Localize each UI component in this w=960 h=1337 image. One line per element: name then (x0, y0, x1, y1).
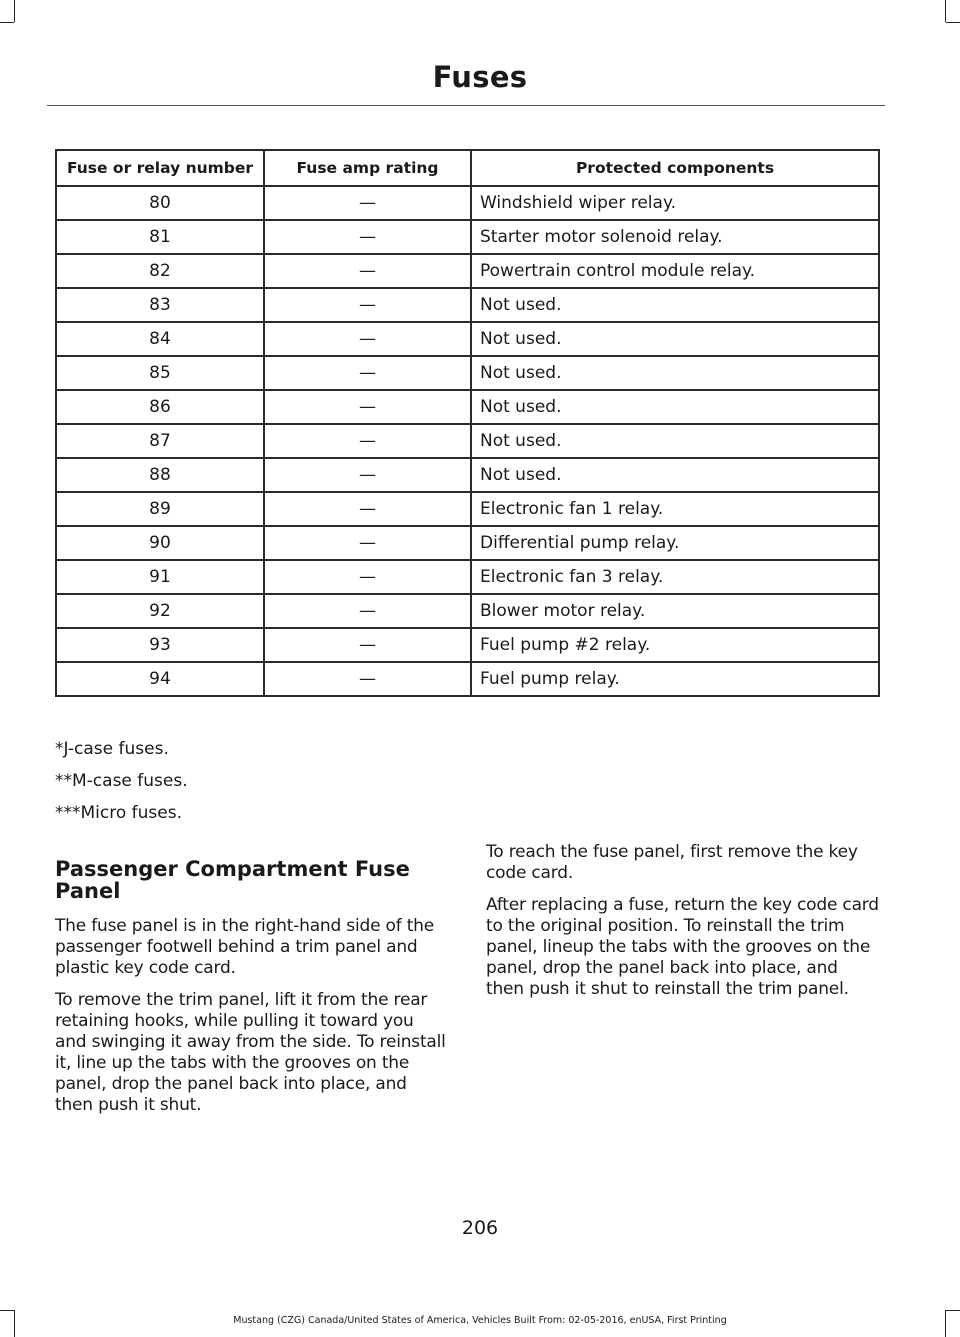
body-paragraph: To reach the fuse panel, first remove the key code card. (486, 842, 858, 883)
amp-rating-cell: — (264, 458, 471, 492)
table-footnotes (55, 738, 188, 834)
table-row (56, 492, 879, 526)
amp-rating-cell: — (264, 628, 471, 662)
table-header-row (56, 150, 879, 186)
page-footer: Mustang (CZG) Canada/United States of America, Vehicles Built From: 02-05-2016, enUSA, First Printing (233, 1315, 727, 1326)
section-heading: Passenger Compartment Fuse Panel (55, 857, 410, 903)
amp-rating-cell: — (264, 322, 471, 356)
protected-component-cell: Fuel pump relay. (471, 662, 879, 696)
fuse-number-cell: 93 (56, 628, 264, 662)
crop-mark (14, 0, 15, 22)
protected-component-cell: Blower motor relay. (471, 594, 879, 628)
fuse-number-cell: 81 (56, 220, 264, 254)
protected-component-cell: Differential pump relay. (471, 526, 879, 560)
table-row (56, 254, 879, 288)
protected-component-cell: Electronic fan 1 relay. (471, 492, 879, 526)
amp-rating-cell: — (264, 356, 471, 390)
crop-mark (0, 22, 14, 23)
fuse-number-cell: 80 (56, 186, 264, 220)
amp-rating-cell: — (264, 560, 471, 594)
amp-rating-cell: — (264, 186, 471, 220)
fuse-number-cell: 91 (56, 560, 264, 594)
table-row (56, 390, 879, 424)
fuse-number-cell: 82 (56, 254, 264, 288)
table-row (56, 662, 879, 696)
amp-rating-cell: — (264, 254, 471, 288)
amp-rating-cell: — (264, 594, 471, 628)
footnote-j-case: *J-case fuses. (55, 739, 169, 759)
protected-component-cell: Not used. (471, 288, 879, 322)
protected-component-cell: Not used. (471, 356, 879, 390)
amp-rating-cell: — (264, 220, 471, 254)
fuse-number-cell: 86 (56, 390, 264, 424)
amp-rating-cell: — (264, 390, 471, 424)
footnote-micro: ***Micro fuses. (55, 803, 182, 823)
fuse-number-cell: 94 (56, 662, 264, 696)
body-paragraph: To remove the trim panel, lift it from the rear retaining hooks, while pulling it toward you and swinging it away from the side. To reinstall it, line up the tabs with the grooves on the panel, drop the panel back into place, and then push it shut. (55, 990, 446, 1115)
fuse-number-cell: 85 (56, 356, 264, 390)
amp-rating-cell: — (264, 662, 471, 696)
protected-component-cell: Windshield wiper relay. (471, 186, 879, 220)
table-row (56, 526, 879, 560)
amp-rating-cell: — (264, 492, 471, 526)
table-row (56, 288, 879, 322)
fuse-number-cell: 84 (56, 322, 264, 356)
column-header-fuse-number: Fuse or relay number (56, 150, 264, 186)
table-row (56, 186, 879, 220)
protected-component-cell: Not used. (471, 424, 879, 458)
amp-rating-cell: — (264, 424, 471, 458)
table-row (56, 458, 879, 492)
header-divider (47, 105, 885, 106)
protected-component-cell: Starter motor solenoid relay. (471, 220, 879, 254)
column-header-protected-components: Protected components (471, 150, 879, 186)
fuse-number-cell: 87 (56, 424, 264, 458)
protected-component-cell: Powertrain control module relay. (471, 254, 879, 288)
crop-mark (946, 22, 960, 23)
fuse-number-cell: 90 (56, 526, 264, 560)
fuse-table (55, 149, 880, 697)
table-row (56, 356, 879, 390)
protected-component-cell: Fuel pump #2 relay. (471, 628, 879, 662)
protected-component-cell: Not used. (471, 390, 879, 424)
protected-component-cell: Not used. (471, 458, 879, 492)
protected-component-cell: Electronic fan 3 relay. (471, 560, 879, 594)
fuse-number-cell: 83 (56, 288, 264, 322)
table-row (56, 594, 879, 628)
fuse-number-cell: 88 (56, 458, 264, 492)
protected-component-cell: Not used. (471, 322, 879, 356)
column-header-amp-rating: Fuse amp rating (264, 150, 471, 186)
left-column (55, 858, 447, 1127)
body-paragraph: The fuse panel is in the right-hand side of the passenger footwell behind a trim panel and plastic key code card. (55, 916, 435, 978)
crop-mark (945, 0, 946, 22)
page-number: 206 (461, 1217, 499, 1239)
crop-mark (0, 1310, 14, 1311)
page-title: Fuses (432, 60, 528, 94)
amp-rating-cell: — (264, 288, 471, 322)
table-row (56, 628, 879, 662)
table-row (56, 424, 879, 458)
table-row (56, 560, 879, 594)
fuse-number-cell: 89 (56, 492, 264, 526)
crop-mark (946, 1310, 960, 1311)
table-row (56, 220, 879, 254)
body-paragraph: After replacing a fuse, return the key code card to the original position. To reinstall the trim panel, lineup the tabs with the grooves on the panel, drop the panel back into place, and then push it shut to reinstall the trim panel. (486, 895, 879, 999)
amp-rating-cell: — (264, 526, 471, 560)
footnote-m-case: **M-case fuses. (55, 771, 188, 791)
fuse-number-cell: 92 (56, 594, 264, 628)
table-row (56, 322, 879, 356)
right-column (486, 842, 880, 1011)
